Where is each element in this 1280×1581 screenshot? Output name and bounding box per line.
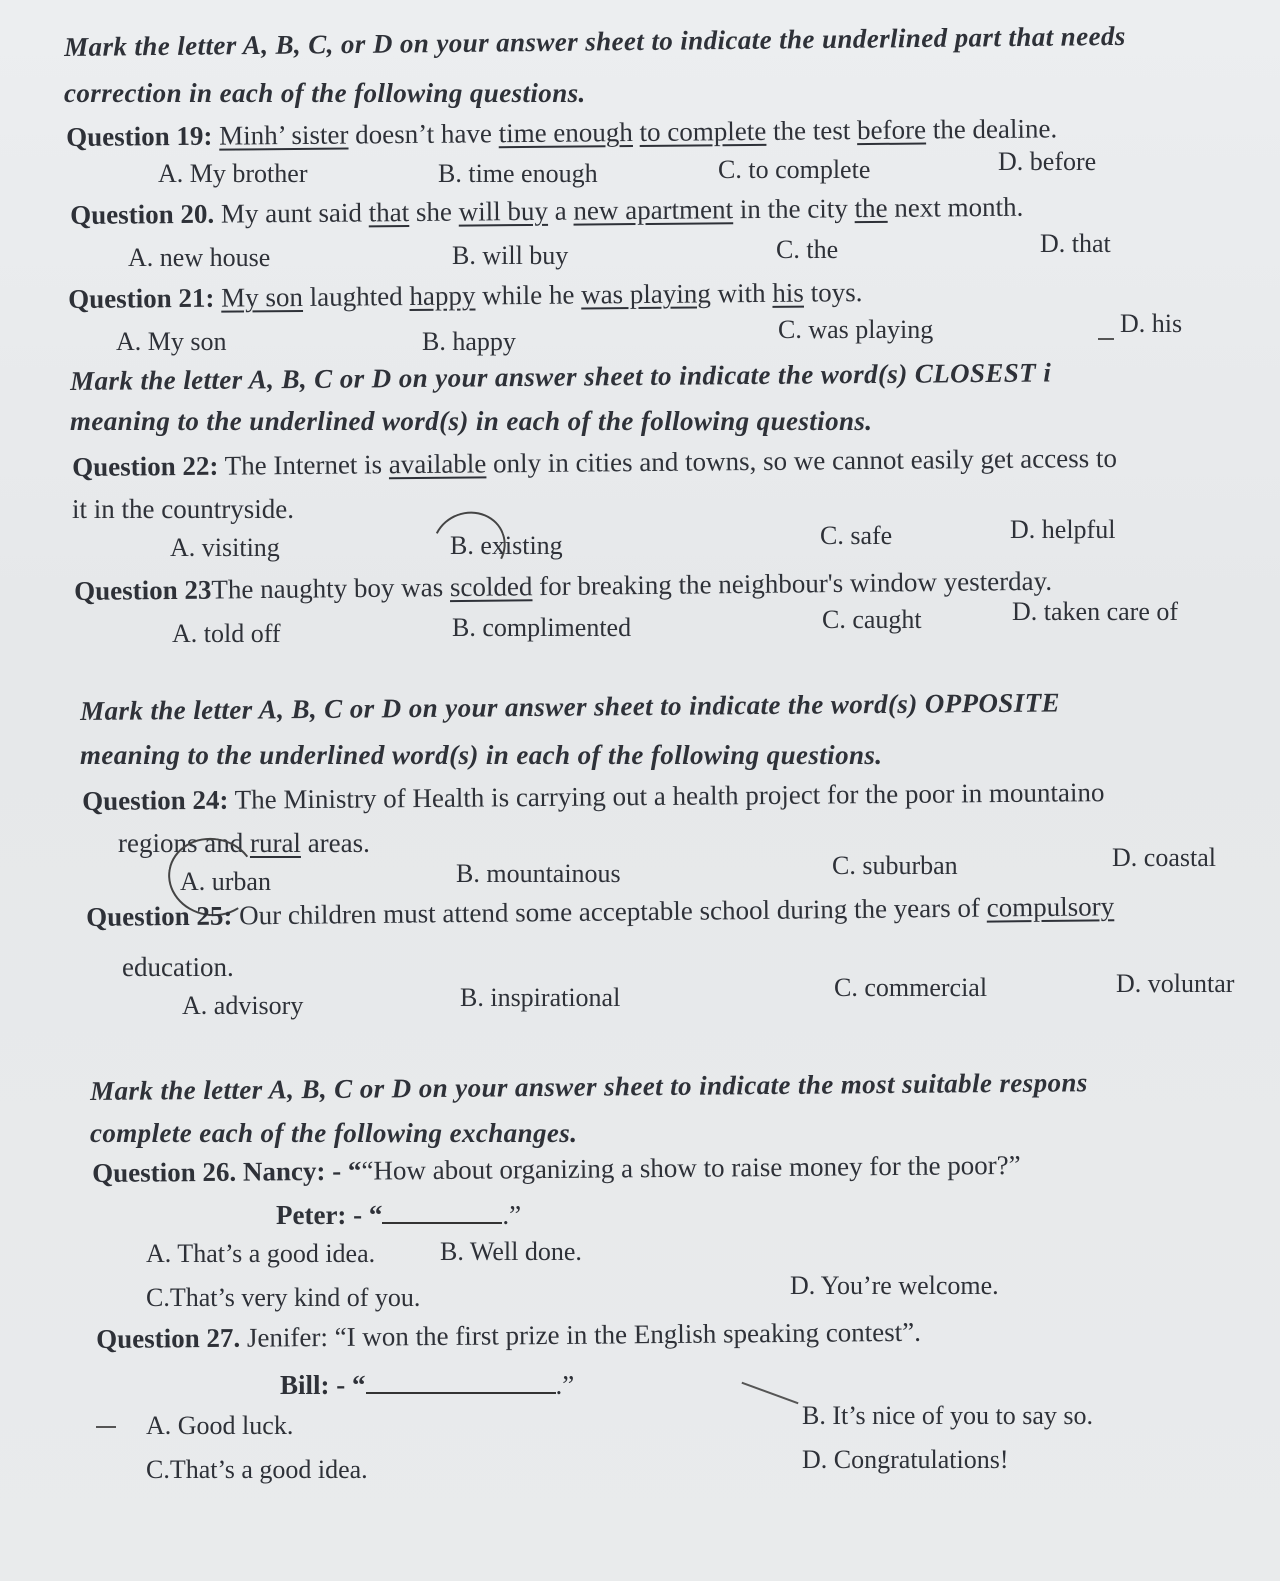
q27-option-d[interactable]: D. Congratulations! (802, 1445, 1009, 1474)
q26-option-c[interactable]: C.That’s very kind of you. (146, 1283, 421, 1312)
section-1-instruction-line-2: correction in each of the following questions. (64, 78, 586, 108)
pen-mark (741, 1382, 798, 1404)
q22-option-b[interactable]: B. existing (450, 531, 563, 560)
q23-option-c[interactable]: C. caught (822, 605, 922, 634)
q21-option-b[interactable]: B. happy (422, 327, 516, 356)
q21-underline-c: was playing (580, 278, 711, 310)
q24-text: regions and (118, 828, 250, 858)
q19-underline-a: Minh’ sister (219, 119, 349, 151)
q26-text: .” (502, 1200, 522, 1230)
q19-option-d[interactable]: D. before (998, 147, 1097, 176)
section-2-instruction-line-2: meaning to the underlined word(s) in each of the following questions. (70, 406, 873, 436)
q21-option-d[interactable]: D. his (1120, 309, 1183, 338)
q25-text: Our children must attend some acceptable school during the years of (232, 892, 987, 931)
q25-underlined-word: compulsory (986, 891, 1115, 923)
question-20 (70, 190, 1023, 232)
question-24-line-2 (118, 826, 370, 860)
q22-text: only in cities and towns, so we cannot easily get access to (486, 442, 1118, 479)
q26-text: “How about organizing a show to raise money for the poor?” (361, 1149, 1021, 1186)
q19-option-b[interactable]: B. time enough (438, 159, 598, 188)
q20-underline-b: will buy (458, 195, 549, 227)
q26-response-line (276, 1198, 521, 1232)
q21-text: with (710, 277, 773, 309)
question-22-line-2: it in the countryside. (72, 494, 294, 524)
q26-answer-blank[interactable] (382, 1200, 502, 1224)
pen-mark (1098, 338, 1114, 340)
q24-text: The Ministry of Health is carrying out a health project for the poor in mountaino (228, 777, 1105, 815)
q21-underline-a: My son (221, 281, 304, 313)
q19-text: doesn’t have (348, 118, 499, 150)
q27-response-line (280, 1368, 574, 1402)
q27-option-a[interactable]: A. Good luck. (146, 1411, 294, 1440)
section-3-instruction-line-2: meaning to the underlined word(s) in each of the following questions. (80, 740, 883, 770)
q27-speaker-bill: Bill: - “ (280, 1370, 366, 1400)
section-1-instruction-line-1: Mark the letter A, B, C, or D on your answer sheet to indicate the underlined part that needs (64, 20, 1126, 62)
q20-text: in the city (732, 193, 855, 225)
question-25-number: Question 25: (86, 900, 233, 932)
q26-speaker-nancy: Nancy: - “ (242, 1155, 362, 1187)
q20-option-c[interactable]: C. the (776, 235, 839, 264)
q24-option-d[interactable]: D. coastal (1112, 843, 1216, 872)
q20-underline-c: the (854, 192, 888, 224)
q26-option-b[interactable]: B. Well done. (440, 1237, 582, 1266)
q19-underline-c: to complete (639, 115, 767, 147)
q20-option-d[interactable]: D. that (1040, 229, 1111, 258)
question-26-number: Question 26. (92, 1156, 237, 1188)
question-27-number: Question 27. (96, 1322, 241, 1354)
q19-underline-d: before (856, 114, 927, 146)
q21-text: laughted (302, 281, 410, 312)
question-25-line-2: education. (122, 952, 234, 982)
q20-text: next month. (887, 191, 1024, 223)
q20-underline-a: new apartment (573, 194, 734, 226)
q19-option-c[interactable]: C. to complete (718, 155, 871, 184)
q21-text: while he (475, 279, 582, 311)
q27-option-b[interactable]: B. It’s nice of you to say so. (802, 1401, 1094, 1430)
question-22-number: Question 22: (72, 450, 219, 482)
q24-option-a[interactable]: A. urban (180, 867, 271, 896)
q26-speaker-peter: Peter: - “ (276, 1200, 383, 1230)
q24-option-b[interactable]: B. mountainous (456, 859, 621, 888)
q25-option-c[interactable]: C. commercial (834, 973, 988, 1002)
q24-option-c[interactable]: C. suburban (832, 851, 958, 880)
question-22 (72, 441, 1117, 484)
question-21 (68, 275, 863, 316)
q23-text: for breaking the neighbour's window yesterday. (532, 565, 1053, 602)
q20-text: she (409, 196, 459, 228)
q23-option-d[interactable]: D. taken care of (1012, 597, 1179, 626)
q25-option-d[interactable]: D. voluntar (1116, 969, 1235, 998)
question-23-number: Question 23 (74, 574, 212, 606)
q26-option-d[interactable]: D. You’re welcome. (790, 1271, 999, 1300)
section-2-instruction-line-1: Mark the letter A, B, C or D on your answer sheet to indicate the word(s) CLOSEST i (70, 357, 1052, 396)
q23-option-a[interactable]: A. told off (172, 619, 281, 648)
q20-text: My aunt said (214, 197, 369, 229)
q24-underlined-word: rural (249, 828, 301, 858)
question-20-number: Question 20. (70, 198, 215, 230)
q23-option-b[interactable]: B. complimented (452, 613, 632, 642)
question-26 (92, 1148, 1021, 1190)
section-4-instruction-line-1: Mark the letter A, B, C or D on your answer sheet to indicate the most suitable respons (90, 1067, 1088, 1106)
q26-option-a[interactable]: A. That’s a good idea. (146, 1239, 376, 1268)
question-24-number: Question 24: (82, 784, 229, 816)
pen-mark (96, 1426, 116, 1428)
q20-option-b[interactable]: B. will buy (452, 241, 569, 270)
q21-underline-b: happy (409, 280, 476, 312)
q24-text: areas. (300, 828, 370, 858)
section-4-instruction-line-2: complete each of the following exchanges. (90, 1118, 578, 1148)
section-3-instruction-line-1: Mark the letter A, B, C or D on your answer sheet to indicate the word(s) OPPOSITE (80, 687, 1061, 726)
q21-underline-d: his (772, 277, 805, 308)
q19-text: the test (766, 115, 858, 146)
q20-option-a[interactable]: A. new house (128, 243, 271, 272)
q27-option-c[interactable]: C.That’s a good idea. (146, 1455, 368, 1484)
question-27 (96, 1315, 921, 1356)
q20-underline-d: that (368, 197, 410, 228)
q21-text: toys. (803, 277, 863, 308)
q22-underlined-word: available (388, 448, 487, 480)
q21-option-c[interactable]: C. was playing (778, 315, 934, 344)
question-23 (74, 564, 1052, 608)
q22-option-d[interactable]: D. helpful (1010, 515, 1116, 544)
question-19 (66, 111, 1057, 154)
question-24 (82, 775, 1105, 818)
q22-option-a[interactable]: A. visiting (170, 533, 280, 562)
q23-text: The naughty boy was (211, 572, 451, 605)
q25-option-b[interactable]: B. inspirational (460, 983, 621, 1012)
q19-underline-b: time enough (498, 117, 633, 149)
q22-text: The Internet is (218, 449, 389, 481)
question-19-number: Question 19: (66, 120, 213, 152)
q19-text: the dealine. (925, 113, 1058, 145)
q23-underlined-word: scolded (449, 571, 533, 603)
question-21-number: Question 21: (68, 282, 215, 314)
q27-text: .” (555, 1370, 575, 1400)
q27-text: Jenifer: “I won the first prize in the English speaking contest”. (240, 1316, 922, 1353)
q22-option-c[interactable]: C. safe (820, 521, 893, 550)
q19-option-a[interactable]: A. My brother (158, 159, 308, 188)
q21-option-a[interactable]: A. My son (116, 327, 227, 356)
q25-option-a[interactable]: A. advisory (182, 991, 304, 1020)
q20-text: a (547, 195, 574, 226)
q27-answer-blank[interactable] (366, 1370, 556, 1394)
